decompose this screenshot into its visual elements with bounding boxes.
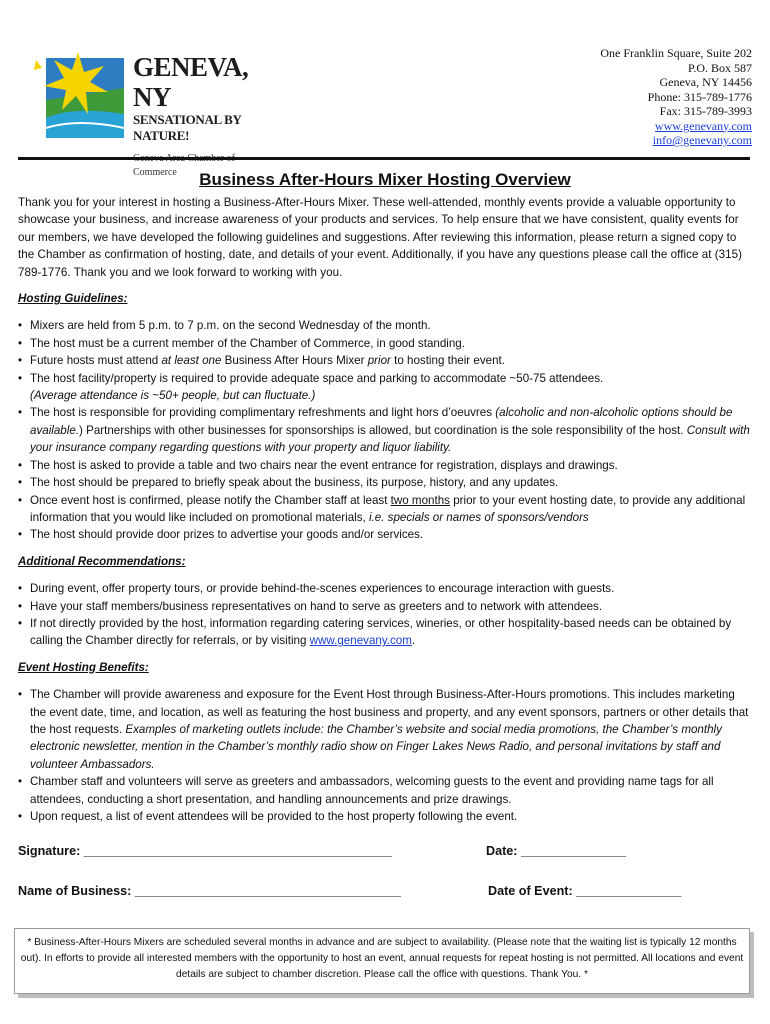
email-link[interactable]: info@genevany.com: [652, 133, 752, 147]
guidelines-list: [18, 317, 752, 543]
document-body: [18, 194, 752, 923]
text-italic: i.e. specials or names of sponsors/vendors: [368, 510, 589, 524]
list-item: • The host must be a current member of the Chamber of Commerce, in good standing.: [18, 335, 752, 352]
list-item: • Mixers are held from 5 p.m. to 7 p.m. on the second Wednesday of the month.: [18, 317, 752, 334]
section-heading-guidelines: Hosting Guidelines:: [18, 292, 128, 306]
text-italic: (alcoholic and non-alcoholic options should be available.: [30, 406, 733, 437]
text: The host is responsible for providing complimentary refreshments and light hors d’oeuvres: [30, 406, 496, 420]
list-item: • The host is asked to provide a table and two chairs near the event entrance for registration, displays and drawings.: [18, 457, 752, 474]
text-italic: Examples of marketing outlets include: the Chamber’s website and social media promotions, the Chamber’s monthly electronic newsletter, mention in the Chamber’s monthly radio show on Finger Lakes News Radio, and personal invitations by staff and volunteer Ambassadors.: [30, 722, 722, 771]
event-date-field[interactable]: Date of Event: _______________: [488, 884, 682, 899]
recommendations-list: [18, 580, 752, 650]
list-item: [18, 615, 752, 650]
address-line: One Franklin Square, Suite 202: [600, 46, 752, 60]
website-link[interactable]: www.genevany.com: [309, 634, 412, 648]
phone-number: Phone: 315-789-1776: [647, 89, 752, 104]
logo-subtitle: Commerce: [133, 167, 177, 178]
business-name-field[interactable]: Name of Business: ______________________________________: [18, 884, 402, 899]
address-line: P.O. Box 587: [687, 60, 752, 75]
text-underlined: two months: [390, 493, 450, 507]
text-italic: at least one: [161, 354, 222, 368]
text: If not directly provided by the host, information regarding catering services, wineries, or other hospitality-based needs can be obtained by calling the Chamber directly for referrals, or by visiting: [30, 616, 732, 648]
logo-tagline: SENSATIONAL BY NATURE!: [133, 112, 242, 143]
document-title: Business After-Hours Mixer Hosting Overview: [199, 170, 571, 189]
section-heading-benefits: Event Hosting Benefits:: [18, 660, 149, 674]
text: to hosting their event.: [390, 354, 505, 368]
attendance-note: (Average attendance is ~50+ people, but can fluctuate.): [30, 389, 316, 403]
text: Future hosts must attend: [30, 354, 162, 368]
business-row: [18, 883, 752, 923]
address-line: Geneva, NY 14456: [659, 75, 752, 89]
list-item: • Have your staff members/business representatives on hand to serve as greeters and to network with attendees.: [18, 598, 752, 615]
text-italic: Consult with your insurance company regarding questions with your property and liquor liability.: [30, 423, 750, 455]
list-item: • The host should be prepared to briefly speak about the business, its purpose, history, and any updates.: [18, 474, 752, 491]
chamber-logo: [28, 48, 278, 178]
intro-paragraph: Thank you for your interest in hosting a Business-After-Hours Mixer. These well-attended, monthly events provide a valuable opportunity to showcase your business, and increase awareness of your products and services. To help ensure that we have consistent, quality events for our members, we have developed the following guidelines and suggestions. After reviewing this information, please return a signed copy to the Chamber as confirmation of hosting, date, and details of your event. Additionally, if you have any questions please call the office at (315) 789-1776. Thank you and we look forward to working with you.: [18, 196, 743, 279]
header-divider: [18, 157, 750, 160]
list-item: [18, 404, 752, 456]
text: prior to your event hosting date, to provide any additional information that you would like included on promotional materials,: [30, 493, 746, 524]
fax-number: Fax: 315-789-3993: [659, 104, 752, 118]
list-item: [18, 686, 752, 773]
list-item: • During event, offer property tours, or provide behind-the-scenes experiences to encourage interaction with guests.: [18, 580, 752, 597]
list-item: • The host facility/property is required to provide adequate space and parking to accommodate ~50-75 attendees.: [18, 370, 752, 387]
text: ) Partnerships with other businesses for sponsorships is allowed, but coordination is the sole responsibility of the host.: [79, 423, 687, 437]
list-item: [18, 492, 752, 527]
website-link[interactable]: www.genevany.com: [654, 118, 752, 133]
section-heading-recommendations: Additional Recommendations:: [18, 554, 186, 568]
date-field[interactable]: Date: _______________: [486, 844, 627, 859]
text: .: [411, 634, 416, 648]
address-block: [600, 46, 752, 148]
sun-landscape-icon: [28, 48, 128, 143]
list-item: [18, 352, 752, 369]
logo-title: GENEVA, NY: [133, 52, 249, 112]
text: Once event host is confirmed, please notify the Chamber staff at least: [30, 493, 391, 507]
benefits-list: [18, 686, 752, 825]
list-item: • Chamber staff and volunteers will serve as greeters and ambassadors, welcoming guests to the event and providing name tags for all attendees, conducting a short presentation, and handling announcements and prize drawings.: [18, 773, 752, 808]
list-item: • The host should provide door prizes to advertise your goods and/or services.: [18, 526, 752, 543]
list-item: • Upon request, a list of event attendees will be provided to the host property following the event.: [18, 808, 752, 825]
signature-field[interactable]: Signature: ____________________________________________: [18, 844, 392, 859]
text: The Chamber will provide awareness and exposure for the Event Host through Business-After-Hours promotions. This includes marketing the event date, time, and location, as well as featuring the host business and property, and any event sponsors, partners or other details that the host requests.: [30, 688, 749, 736]
text-italic: prior: [367, 354, 391, 368]
text: Business After Hours Mixer: [221, 354, 368, 368]
signature-row: [18, 843, 752, 883]
footer-notice: * Business-After-Hours Mixers are scheduled several months in advance and are subject to availability. (Please note that the waiting list is typically 12 months out). In efforts to provide all interested members with the opportunity to host an event, annual requests for repeat hosting is not permitted. All locations and event details are subject to chamber discretion. Please call the office with questions. Thank You. *: [14, 928, 750, 994]
